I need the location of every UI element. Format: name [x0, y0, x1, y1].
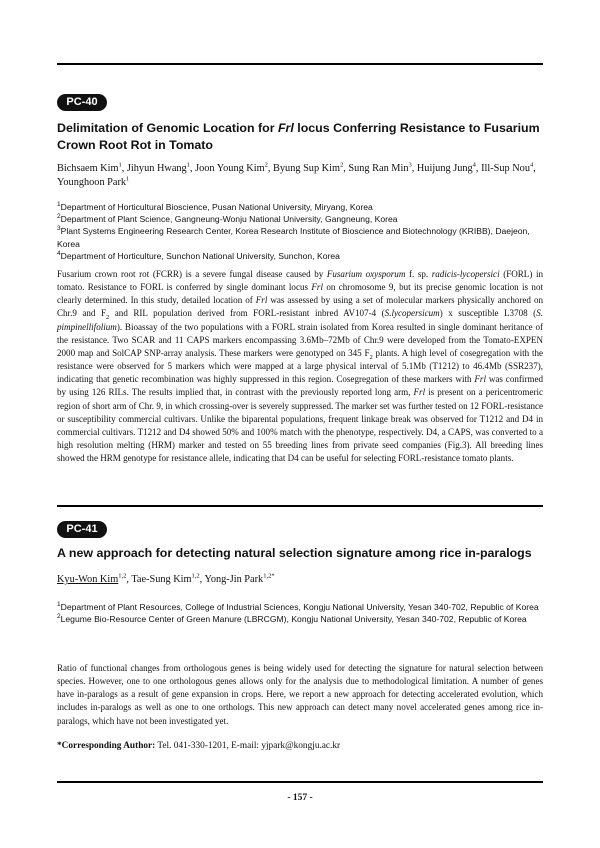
- abstract-badge: PC-41: [57, 521, 107, 538]
- author-list: Kyu-Won Kim$^{1,2}$, Tae-Sung Kim$^{1,2}$, Yong-Jin Park$^{1,2*}$: [57, 572, 275, 585]
- author-list: Bichsaem Kim$^1$, Jihyun Hwang$^1$, Joon Young Kim$^2$, Byung Sup Kim$^2$, Sung Ran Min$^3$, Huijung Jung$^4$, Ill-Sup Nou$^4$, Younghoon Park$^1$: [57, 161, 536, 188]
- body-text-segment: S.lycopersicum: [384, 308, 440, 319]
- affiliation-number: 1: [57, 601, 61, 609]
- abstract-title: Delimitation of Genomic Location for Frl locus Conferring Resistance to Fusarium Crown Root Rot in Tomato: [57, 121, 540, 152]
- body-text-segment: radicis-lycopersici: [431, 269, 500, 279]
- body-text-segment: plants. A high level of cosegregation with the resistance were observed for 5 markers which were mapped at a large physical interval of 5.1Mb (T1212) to 46.4Mb (SSR237), indicating that genetic recombination was highly suppressed in this region. Cosegregation of these markers with: [57, 347, 543, 385]
- body-text-segment: Frl: [474, 374, 486, 385]
- author-affiliation-mark: 1,2*: [263, 572, 275, 580]
- body-text-segment: was confirmed by using 126 RILs. The results implied that, in contrast with the previously reported long arm,: [57, 374, 543, 398]
- author-affiliation-mark: 1,2: [118, 572, 127, 580]
- affiliation-text: Department of Horticultural Bioscience, Pusan National University, Miryang, Korea: [60, 202, 373, 212]
- abstract-title: A new approach for detecting natural selection signature among rice in-paralogs: [57, 546, 532, 560]
- body-text-segment: Frl: [413, 387, 426, 398]
- author-affiliation-mark: 1: [186, 161, 190, 169]
- affiliation-text: Plant Systems Engineering Research Center, Korea Research Institute of Bioscience and Biotechnology (KRIBB), Daejeon, Korea: [57, 226, 530, 249]
- affiliation-text: Legume Bio-Resource Center of Green Manure (LBRCGM), Kongju National University, Yesan 340-702, Republic of Korea: [60, 614, 527, 625]
- body-text-segment: f. sp.: [405, 269, 432, 279]
- author-name: Sung Ran Min: [348, 163, 409, 174]
- body-text-segment: ) x susceptible L3708 (: [439, 308, 537, 319]
- affiliation-text: Department of Plant Resources, College of Industrial Sciences, Kongju National University, Yesan 340-702, Republic of Korea: [60, 602, 539, 612]
- author-affiliation-mark: 3: [408, 161, 412, 169]
- affiliation-item: [57, 613, 547, 625]
- section-rule: [57, 505, 543, 507]
- author-name: Tae-Sung Kim: [131, 574, 192, 585]
- body-text-segment: (FORL) in tomato. Resistance to FORL is conferred by single dominant locus: [57, 269, 543, 293]
- page-number: - 157 -: [287, 793, 313, 803]
- author-name: Yong-Jin Park: [204, 574, 264, 585]
- abstract-badge: PC-40: [57, 94, 107, 111]
- author-affiliation-mark: 4: [472, 161, 476, 169]
- body-text-segment: Fusarium oxysporum: [326, 269, 406, 279]
- affiliation-number: 2: [57, 613, 61, 621]
- author-affiliation-mark: 2: [264, 161, 268, 169]
- body-text-segment: and RIL population derived from FORL-resistant inbred AV107-4 (: [109, 308, 385, 319]
- affiliation-number: 4: [57, 249, 61, 257]
- corresponding-label: *Corresponding Author:: [57, 741, 156, 751]
- bottom-rule: [57, 781, 543, 783]
- author-affiliation-mark: 2: [339, 161, 344, 169]
- author-affiliation-mark: 1: [118, 161, 122, 169]
- affiliation-item: [57, 201, 547, 213]
- author-affiliation-mark: 1,2: [191, 572, 200, 580]
- author-affiliation-mark: 4: [529, 161, 534, 169]
- affiliation-number: 3: [57, 225, 61, 233]
- body-text-segment: 2: [106, 314, 110, 322]
- body-text-segment: Fusarium crown root rot (FCRR) is a severe fungal disease caused by: [57, 269, 327, 279]
- affiliation-text: Department of Plant Science, Gangneung-Wonju National University, Gangneung, Korea: [60, 214, 398, 225]
- body-text-segment: Frl: [311, 282, 323, 293]
- corresponding-author: [57, 740, 543, 753]
- affiliation-item: [57, 601, 547, 613]
- affiliation-list: [57, 601, 547, 625]
- author-name: Jihyun Hwang: [126, 163, 187, 174]
- body-text-segment: was assessed by using a set of molecular markers physically anchored on Chr.9 and F: [57, 295, 543, 319]
- author-name: Byung Sup Kim: [273, 163, 340, 174]
- affiliation-item: [57, 213, 547, 225]
- author-name: Kyu-Won Kim: [57, 574, 119, 585]
- body-text-segment: on chromosome 9, but its precise genomic location is not clearly determined. In this study, detailed location of: [57, 282, 543, 306]
- affiliation-number: 2: [57, 213, 61, 221]
- author-name: Huijung Jung: [416, 163, 473, 174]
- top-rule: [57, 63, 543, 65]
- body-text-segment: 2: [369, 353, 373, 361]
- affiliation-item: [57, 250, 547, 262]
- body-text-segment: S. pimpinellifolium: [57, 308, 543, 332]
- author-affiliation-mark: 1: [126, 175, 130, 183]
- corresponding-contact: Tel. 041-330-1201, E-mail: yjpark@kongju.ac.kr: [157, 741, 341, 751]
- author-name: Ill-Sup Nou: [481, 163, 530, 174]
- body-text-segment: ). Bioassay of the two populations with a FORL strain isolated from Korea resulted in single dominant heritance of the resistance. Two SCAR and 11 CAPS markers encompassing 3.6Mb–72Mb of Chr.9 were developed from the Tomato-EXPEN 2000 map and SolCAP SNP-array analysis. These markers were genotyped on 345 F: [57, 321, 543, 358]
- affiliation-text: Department of Horticulture, Sunchon National University, Sunchon, Korea: [60, 250, 340, 261]
- author-name: Joon Young Kim: [195, 163, 265, 174]
- author-name: Younghoon Park: [57, 177, 127, 188]
- affiliation-list: [57, 201, 547, 262]
- abstract-body: [57, 268, 543, 465]
- affiliation-item: [57, 225, 547, 249]
- abstract-body: Ratio of functional changes from orthologous genes is being widely used for detecting the signature for natural selection between species. However, one to one orthologous genes allows only for the analysis due to methodological limitation. A number of genes have in-paralogs as a result of gene expansion in crops. Here, we report a new approach for detecting accelerated evolution, which includes in-paralogs as well as one to one orthologs. This new approach can detect many novel accelerated genes among rice in-paralogs, which have not been investigated yet.: [57, 663, 543, 726]
- affiliation-number: 1: [57, 201, 61, 209]
- author-name: Bichsaem Kim: [57, 163, 119, 174]
- body-text-segment: Frl: [255, 295, 268, 306]
- body-text-segment: is present on a pericentromeric region of short arm of Chr. 9, in which crossing-over is severely suppressed. The marker set was further tested on 12 FORL-resistance or susceptibility commercial cultivars. Unlike the biparental populations, frequent linkage break was observed for T1212 and D4 in commercial cultivars. T1212 and D4 showed 50% and 100% match with the phenotype, respectively. D4, a CAPS, was converted to a high resolution melting (HRM) marker and tested on 55 breeding lines from private seed companies (Fig.3). All breeding lines showed the HRM genotype for resistance allele, indicating that D4 can be useful for selecting FORL-resistance tomato plants.: [57, 387, 543, 464]
